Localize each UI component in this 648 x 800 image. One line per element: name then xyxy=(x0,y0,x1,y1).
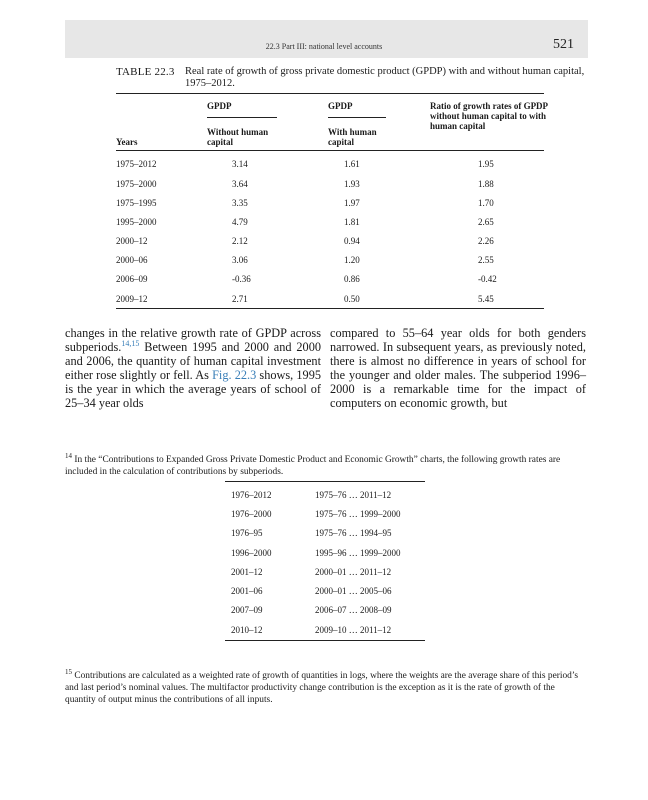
table-top-rule xyxy=(116,93,544,94)
col-header-without-human-capital: Without human capital xyxy=(207,127,269,147)
body-text: shows, 1995 is the year in which the average years of school of 25–34 year olds xyxy=(65,368,321,410)
cell-ratio: 5.45 xyxy=(478,294,494,304)
ft-period: 2010–12 xyxy=(231,625,263,635)
ft-period: 1976–95 xyxy=(231,528,263,538)
cell-with: 1.20 xyxy=(344,255,360,265)
ft-bottom-rule xyxy=(225,640,425,641)
cell-ratio: 2.65 xyxy=(478,217,494,227)
ft-range: 2000–01 … 2011–12 xyxy=(315,567,392,577)
ft-period: 1976–2000 xyxy=(231,509,272,519)
body-column-right xyxy=(330,326,586,410)
cell-without: 3.35 xyxy=(232,198,248,208)
cell-period: 2000–06 xyxy=(116,255,148,265)
body-text: Between 1995 and 2000 and 2000 and 2006, the quantity of human capital investment either rose slightly or fell. As xyxy=(65,340,321,382)
col-header-with-human-capital: With human capital xyxy=(328,127,377,147)
cell-period: 1975–2000 xyxy=(116,179,157,189)
col-group-gpdp-with: GPDP xyxy=(328,101,353,111)
footnote-text: In the “Contributions to Expanded Gross Private Domestic Product and Economic Growth” charts, the following growth rates are included in the calculation of contributions by subperiods. xyxy=(65,455,561,477)
table-label: TABLE 22.3 xyxy=(116,66,175,78)
cell-with: 0.50 xyxy=(344,294,360,304)
cell-with: 1.93 xyxy=(344,179,360,189)
ft-range: 1995–96 … 1999–2000 xyxy=(315,548,401,558)
cell-without: 3.64 xyxy=(232,179,248,189)
footnote-15 xyxy=(65,667,585,706)
col-group-underline xyxy=(328,117,386,118)
ft-range: 1975–76 … 1999–2000 xyxy=(315,509,401,519)
cell-period: 1975–1995 xyxy=(116,198,157,208)
cell-period: 1975–2012 xyxy=(116,159,157,169)
cell-period: 1995–2000 xyxy=(116,217,157,227)
cell-without: 3.14 xyxy=(232,159,248,169)
col-group-gpdp-without: GPDP xyxy=(207,101,232,111)
page-header-band xyxy=(65,20,588,58)
running-head: 22.3 Part III: national level accounts xyxy=(265,42,383,51)
footnote-number: 14 xyxy=(65,451,72,460)
body-column-left xyxy=(65,326,321,410)
cell-ratio: -0.42 xyxy=(478,274,497,284)
footnote-number: 15 xyxy=(65,667,72,676)
ft-period: 1976–2012 xyxy=(231,490,272,500)
cell-with: 1.97 xyxy=(344,198,360,208)
cell-period: 2000–12 xyxy=(116,236,148,246)
body-text: compared to 55–64 year olds for both genders narrowed. In subsequent years, as previously noted, there is almost no difference in years of school for the younger and older males. The subperiod 1996–2000 is a remarkable time for the impact of computers on economic growth, but xyxy=(330,326,586,410)
ft-period: 2001–06 xyxy=(231,586,263,596)
col-group-underline xyxy=(207,117,277,118)
cell-without: -0.36 xyxy=(232,274,251,284)
cell-with: 0.86 xyxy=(344,274,360,284)
ft-range: 1975–76 … 1994–95 xyxy=(315,528,392,538)
footnote-text: Contributions are calculated as a weighted rate of growth of quantities in logs, where the weights are the average share of this period’s and last period’s nominal values. The multifactor productivity change contribution is the exception as it is the rate of growth of the quantity of output minus the contributions of all inputs. xyxy=(65,671,579,705)
figure-link[interactable]: Fig. 22.3 xyxy=(212,368,257,382)
cell-without: 2.12 xyxy=(232,236,248,246)
cell-ratio: 1.88 xyxy=(478,179,494,189)
table-bottom-rule xyxy=(116,308,544,309)
col-header-years: Years xyxy=(116,137,138,147)
ft-range: 2000–01 … 2005–06 xyxy=(315,586,392,596)
ft-range: 2009–10 … 2011–12 xyxy=(315,625,392,635)
ft-period: 2001–12 xyxy=(231,567,263,577)
cell-ratio: 2.55 xyxy=(478,255,494,265)
cell-period: 2006–09 xyxy=(116,274,148,284)
ft-top-rule xyxy=(225,481,425,482)
ft-period: 1996–2000 xyxy=(231,548,272,558)
table-header-rule xyxy=(116,150,544,151)
table-caption: Real rate of growth of gross private domestic product (GPDP) with and without human capital, 1975–2012. xyxy=(185,66,585,89)
page-number: 521 xyxy=(553,37,574,52)
cell-ratio: 2.26 xyxy=(478,236,494,246)
cell-with: 1.61 xyxy=(344,159,360,169)
footnote-ref-link[interactable]: 14,15 xyxy=(121,338,140,348)
ft-range: 1975–76 … 2011–12 xyxy=(315,490,392,500)
cell-with: 0.94 xyxy=(344,236,360,246)
cell-with: 1.81 xyxy=(344,217,360,227)
cell-ratio: 1.70 xyxy=(478,198,494,208)
ft-period: 2007–09 xyxy=(231,605,263,615)
col-header-ratio: Ratio of growth rates of GPDP without human capital to with human capital xyxy=(430,101,548,131)
cell-without: 3.06 xyxy=(232,255,248,265)
cell-period: 2009–12 xyxy=(116,294,148,304)
cell-without: 4.79 xyxy=(232,217,248,227)
ft-range: 2006–07 … 2008–09 xyxy=(315,605,392,615)
cell-ratio: 1.95 xyxy=(478,159,494,169)
body-text: changes in the relative growth rate of GPDP across subperiods. xyxy=(65,326,321,354)
footnote-14 xyxy=(65,451,585,478)
cell-without: 2.71 xyxy=(232,294,248,304)
